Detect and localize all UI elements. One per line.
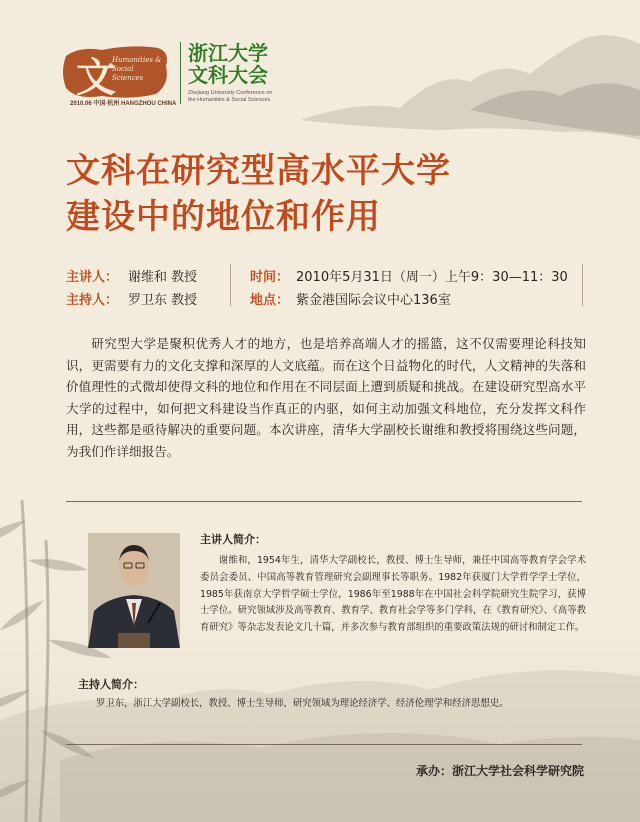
title-line-2: 建设中的地位和作用 [66,197,381,237]
conference-logo [62,40,302,110]
host-bio: 罗卫东，浙江大学副校长，教授、博士生导师，研究领域为理论经济学、经济伦理学和经济思想史。 [96,698,509,709]
host-section-title: 主持人简介： [78,678,144,691]
place-label: 地点： [250,293,290,308]
logo-chinese-name: 浙江大学 文科大会 [188,41,268,87]
time-value: 2010年5月31日（周一）上午9：30—11：30 [296,270,568,285]
logo-english-name: Zhejiang University Conference on the Humanities & Social Sciences [188,90,273,103]
logo-wen-character: 文 [76,54,116,101]
lecture-title [66,148,586,240]
title-line-1: 文科在研究型高水平大学 [66,151,451,191]
speaker-section-title: 主讲人简介： [200,533,266,546]
section-divider-top [66,501,582,502]
host-label: 主持人： [66,293,119,308]
section-divider-bottom [66,744,582,745]
info-divider [230,264,231,306]
organizer: 承办：浙江大学社会科学研究院 [415,764,584,778]
info-divider-right [582,264,583,306]
speaker-photo [88,533,180,648]
time-label: 时间： [250,270,290,285]
intro-paragraph: 研究型大学是聚积优秀人才的地方，也是培养高端人才的摇篮，这不仅需要理论科技知识，更需要有力的文化支撑和深厚的人文底蕴。而在这个日益物化的时代，人文精神的失落和价值理性的式微却使得文科的地位和作用在不同层面上遭到质疑和挑战。在建设研究型高水平大学的过程中，如何把文科建设当作真正的内驱，如何主动加强文科地位，充分发挥文科作用，这些都是亟待解决的重要问题。本次讲座，清华大学副校长谢维和教授将围绕这些问题，为我们作详细报告。 [66,336,586,459]
speaker-value: 谢维和 教授 [128,270,198,285]
speaker-label: 主讲人： [66,270,119,285]
host-value: 罗卫东 教授 [128,293,198,308]
logo-script-text: Humanities & Social Sciences [112,56,162,82]
logo-divider [180,42,181,104]
speaker-bio: 谢维和，1954年生，清华大学副校长，教授、博士生导师，兼任中国高等教育学会学术委员会委员、中国高等教育管理研究会副理事长等职务。1982年获厦门大学哲学学士学位，1985年获南京大学哲学硕士学位，1986年至1988年在中国社会科学院研究生院学习，获博士学位。研究领域涉及高等教育、教育学、教育社会学等多门学科，在《教育研究》、《高等教育研究》等杂志发表论文几十篇，并多次参与教育部组织的重要政策法规的研讨和制定工作。 [200,555,586,634]
logo-date-line: 2010.06 中国·杭州 HANGZHOU CHINA [70,101,177,107]
place-value: 紫金港国际会议中心136室 [296,293,451,308]
